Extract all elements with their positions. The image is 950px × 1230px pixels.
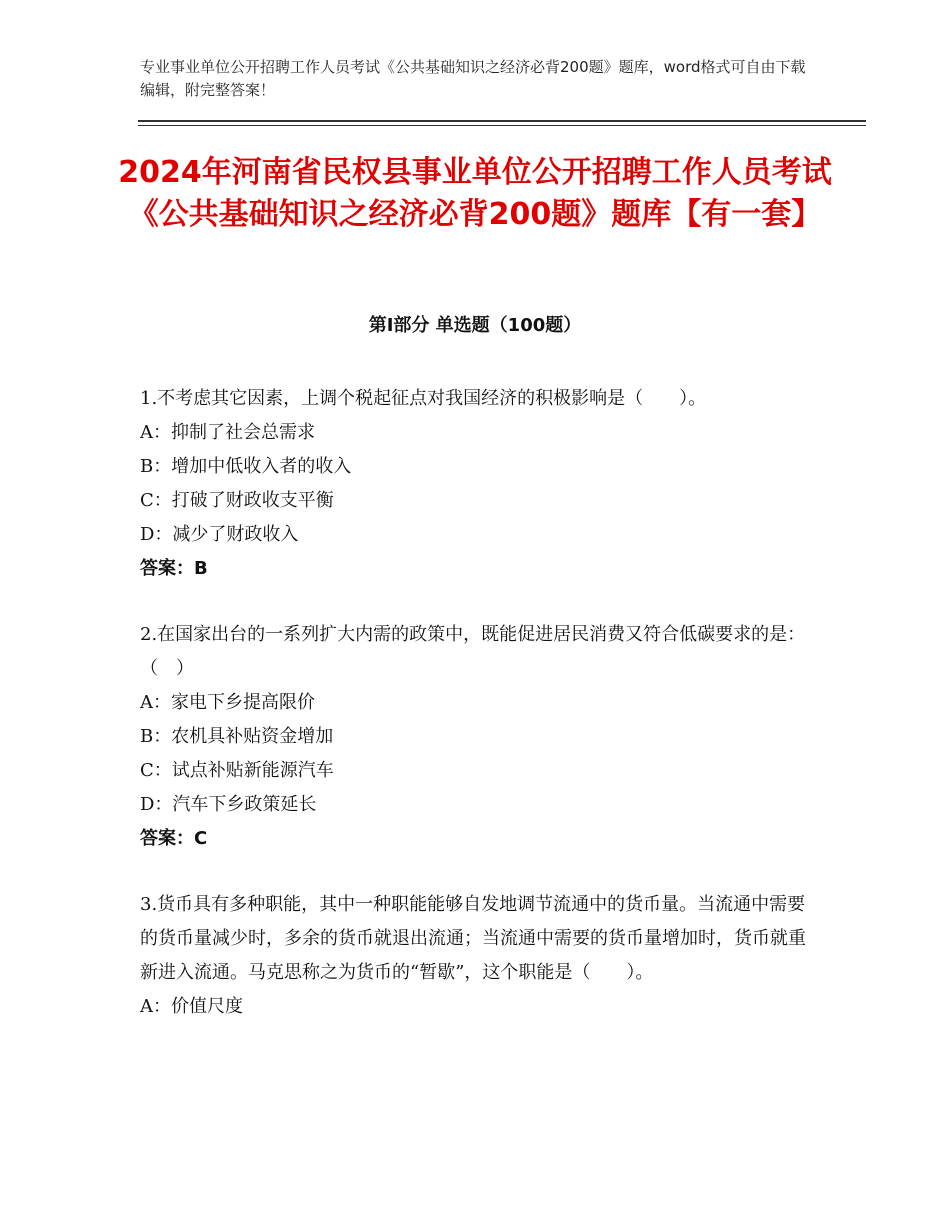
answer: 答案：B [140, 558, 208, 579]
question-2 [140, 618, 810, 856]
option-b: B：增加中低收入者的收入 [140, 456, 352, 477]
option-c: C：打破了财政收支平衡 [140, 490, 334, 511]
option-d: D：汽车下乡政策延长 [140, 794, 317, 815]
option-d: D：减少了财政收入 [140, 524, 299, 545]
question-3 [140, 888, 810, 1024]
option-a: A：家电下乡提高限价 [140, 692, 315, 713]
header-rule-thin [138, 125, 866, 126]
question-stem: 1.不考虑其它因素，上调个税起征点对我国经济的积极影响是（ ）。 [140, 388, 707, 409]
section-title: 第Ⅰ部分 单选题（100题） [368, 315, 582, 336]
question-list [140, 382, 810, 1056]
question-1 [140, 382, 810, 586]
option-b: B：农机具补贴资金增加 [140, 726, 334, 747]
document-title: 2024年河南省民权县事业单位公开招聘工作人员考试《公共基础知识之经济必背200题》题库【有一套】 [118, 155, 832, 232]
header-rule-thick [138, 120, 866, 122]
question-stem: 2.在国家出台的一系列扩大内需的政策中，既能促进居民消费又符合低碳要求的是：（ ） [140, 624, 806, 679]
header-note: 专业事业单位公开招聘工作人员考试《公共基础知识之经济必背200题》题库，word格式可自由下载编辑，附完整答案！ [140, 58, 806, 99]
answer: 答案：C [140, 828, 208, 849]
option-c: C：试点补贴新能源汽车 [140, 760, 334, 781]
question-stem: 3.货币具有多种职能，其中一种职能能够自发地调节流通中的货币量。当流通中需要的货币量减少时，多余的货币就退出流通；当流通中需要的货币量增加时，货币就重新进入流通。马克思称之为货币的“暂歇”，这个职能是（ ）。 [140, 894, 806, 983]
option-a: A：价值尺度 [140, 996, 243, 1017]
option-a: A：抑制了社会总需求 [140, 422, 315, 443]
